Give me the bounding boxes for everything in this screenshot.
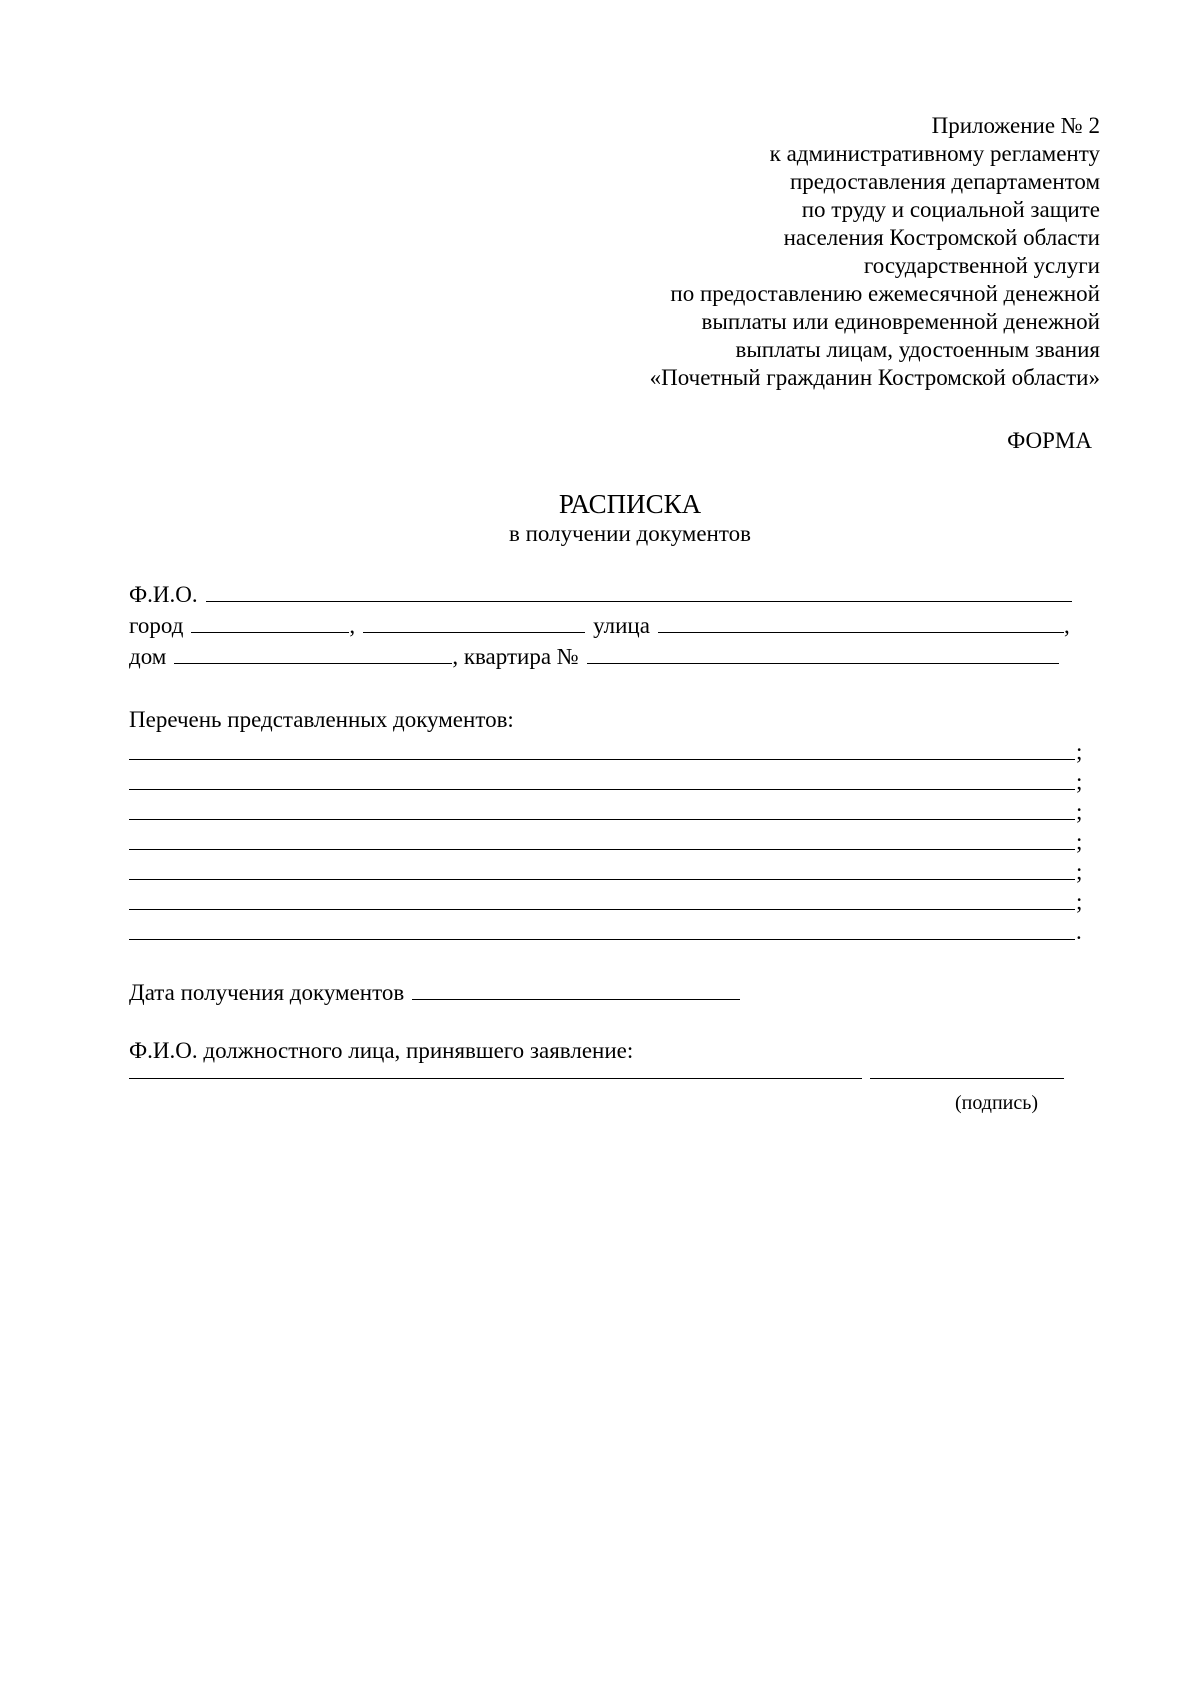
- official-name-field[interactable]: [129, 1078, 862, 1079]
- documents-label-row: [129, 706, 514, 736]
- line-punctuation: ;: [1076, 859, 1083, 884]
- annex-line: выплаты лицам, удостоенным звания: [735, 337, 1100, 362]
- document-line[interactable]: [129, 738, 1083, 766]
- document-line[interactable]: [129, 798, 1083, 826]
- fio-field[interactable]: [206, 581, 1072, 602]
- annex-line: населения Костромской области: [783, 225, 1100, 250]
- street-field[interactable]: [658, 612, 1064, 633]
- annex-line: предоставления департаментом: [789, 169, 1100, 194]
- documents-label: Перечень представленных документов:: [129, 707, 514, 732]
- document-line[interactable]: [129, 858, 1083, 886]
- document-line[interactable]: [129, 888, 1083, 916]
- annex-header: [540, 112, 1100, 392]
- document-line[interactable]: [129, 918, 1080, 946]
- city-field[interactable]: [191, 612, 349, 633]
- form-label: ФОРМА: [1007, 428, 1092, 453]
- annex-line: «Почетный гражданин Костромской области»: [649, 365, 1100, 390]
- line-punctuation: .: [1076, 919, 1082, 944]
- house-label: дом: [129, 644, 167, 669]
- district-field[interactable]: [363, 612, 585, 633]
- street-label: улица: [593, 613, 650, 638]
- annex-line: государственной услуги: [863, 253, 1100, 278]
- city-label: город: [129, 613, 184, 638]
- line-punctuation: ;: [1076, 829, 1083, 854]
- comma: ,: [1063, 613, 1070, 638]
- annex-line: выплаты или единовременной денежной: [701, 309, 1100, 334]
- house-field[interactable]: [174, 643, 452, 664]
- signature-field[interactable]: [870, 1078, 1064, 1079]
- official-row: [129, 1037, 633, 1067]
- document-line[interactable]: [129, 768, 1083, 796]
- annex-line: по труду и социальной защите: [801, 197, 1100, 222]
- comma: ,: [349, 613, 356, 638]
- document-line[interactable]: [129, 828, 1083, 856]
- apartment-field[interactable]: [587, 643, 1059, 664]
- date-label: Дата получения документов: [129, 980, 405, 1005]
- date-field[interactable]: [412, 979, 740, 1000]
- official-label: Ф.И.О. должностного лица, принявшего заявление:: [129, 1038, 634, 1063]
- annex-line: Приложение № 2: [931, 113, 1100, 138]
- signature-caption: (подпись): [955, 1092, 1039, 1114]
- fio-row: [129, 581, 1072, 611]
- address-row: [129, 612, 1070, 642]
- document-title: РАСПИСКА: [558, 489, 702, 519]
- document-subtitle: в получении документов: [509, 521, 751, 546]
- fio-label: Ф.И.О.: [129, 582, 198, 607]
- house-row: [129, 643, 1059, 673]
- line-punctuation: ;: [1076, 769, 1083, 794]
- annex-line: по предоставлению ежемесячной денежной: [670, 281, 1100, 306]
- apartment-label: , квартира №: [452, 644, 579, 669]
- line-punctuation: ;: [1076, 739, 1083, 764]
- annex-line: к административному регламенту: [769, 141, 1100, 166]
- line-punctuation: ;: [1076, 889, 1083, 914]
- date-row: [129, 979, 740, 1009]
- line-punctuation: ;: [1076, 799, 1083, 824]
